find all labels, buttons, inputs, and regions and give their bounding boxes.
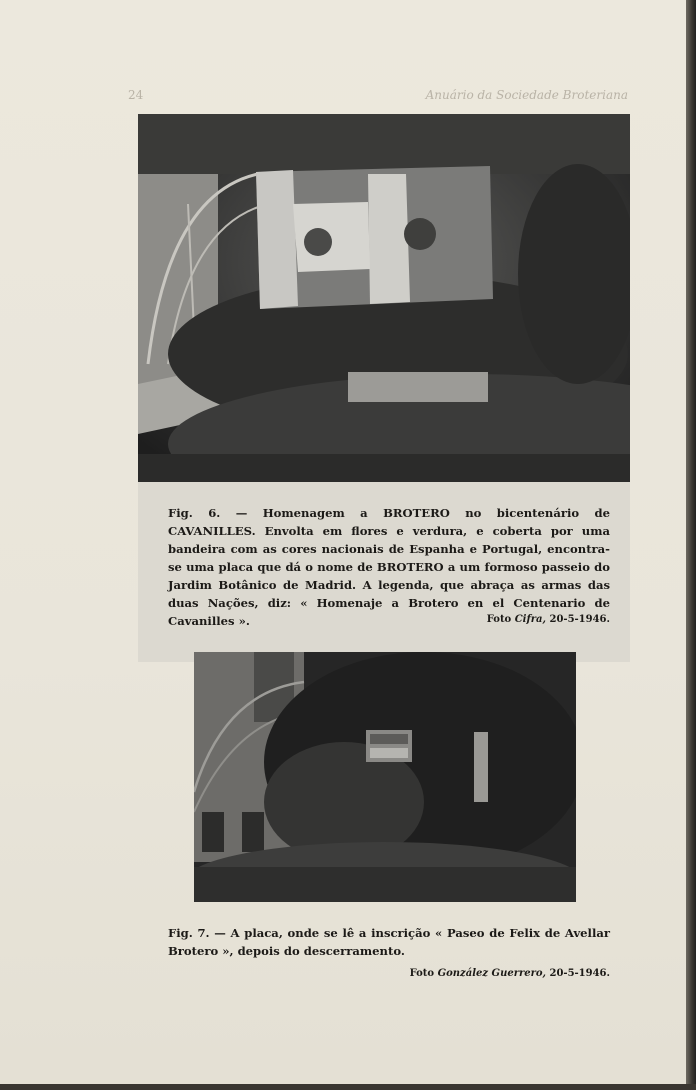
figure-7-caption — [168, 924, 610, 960]
running-title: Anuário da Sociedade Broteriana — [425, 88, 628, 102]
figure-6-credit-prefix: Foto — [486, 614, 512, 625]
figure-6-credit-name: Cifra, — [514, 614, 547, 625]
figure-6-label: Fig. 6. — [168, 506, 221, 520]
page-edge-right — [686, 0, 696, 1090]
figure-7-credit-prefix: Foto — [409, 968, 435, 979]
figure-6-caption — [168, 504, 610, 630]
figure-7-credit-name: González Guerrero, — [437, 968, 547, 979]
figure-6-photo — [138, 114, 630, 482]
page-number: 24 — [128, 88, 144, 102]
figure-6-credit — [487, 614, 610, 625]
figure-6-caption-text: — Homenagem a BROTERO no bicentenário de CAVANILLES. Envolta em flores e verdura, e coberta por uma bandeira com as cores nacionais de Espanha e Portugal, encontra-se uma placa que dá o nome de BROTERO a um formoso passeio do Jardim Botânico de Madrid. A legenda, que abraça as armas das duas Nações, diz: « Homenaje a Brotero en el Centenario de Cavanilles ». — [168, 506, 610, 628]
figure-7-photo — [194, 652, 576, 902]
figure-7-credit-date: 20-5-1946. — [549, 968, 610, 979]
figure-7-caption-text: — A placa, onde se lê a inscrição « Paseo de Felix de Avellar Brotero », depois do descerramento. — [168, 926, 610, 958]
figure-7-label: Fig. 7. — [168, 926, 210, 940]
figure-7-credit — [410, 968, 610, 979]
running-header — [128, 88, 628, 106]
figure-6-credit-date: 20-5-1946. — [549, 614, 610, 625]
page-edge-bottom — [0, 1084, 696, 1090]
